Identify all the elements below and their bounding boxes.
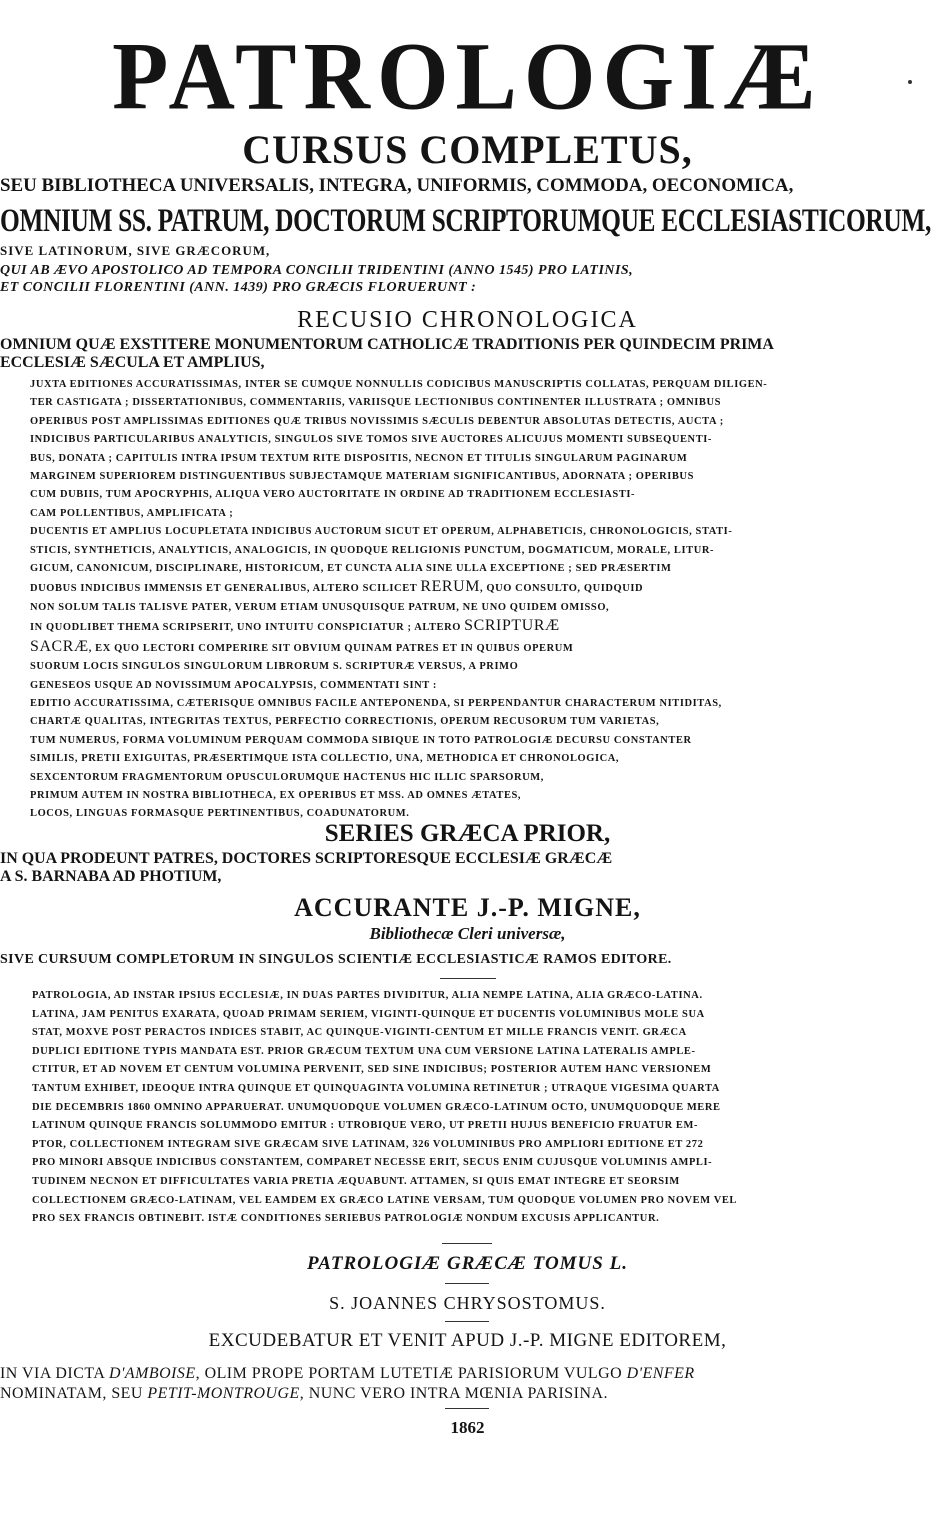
- in-qua-line-2: A S. BARNABA AD PHOTIUM,: [0, 868, 222, 885]
- description-paragraph: [30, 376, 905, 824]
- author-line: S. JOANNES CHRYSOSTOMUS.: [329, 1293, 606, 1313]
- para1-line-rerum: [30, 578, 901, 598]
- omnium-quae-line-2: ECCLESIÆ SÆCULA ET AMPLIUS,: [0, 354, 265, 371]
- para2-line: TUDINEM NECNON ET DIFFICULTATES VARIA PRETIA ÆQUABUNT. ATTAMEN, SI QUIS EMAT INTEGRE ET SEORSIM: [32, 1175, 680, 1187]
- para1-line: STICIS, SYNTHETICIS, ANALYTICIS, ANALOGICIS, IN QUODQUE RELIGIONIS PUNCTUM, DOGMATICUM, MORALE, LITUR-: [30, 544, 715, 556]
- recusio-heading: RECUSIO CHRONOLOGICA: [297, 307, 638, 333]
- para1-line: GICUM, CANONICUM, DISCIPLINARE, HISTORICUM, ET CUNCTA ALIA SINE ULLA EXCEPTIONE ; SED PRÆSERTIM: [30, 563, 672, 575]
- divider: [440, 978, 496, 979]
- para2-line: PATROLOGIA, AD INSTAR IPSIUS ECCLESIÆ, IN DUAS PARTES DIVIDITUR, ALIA NEMPE LATINA, ALIA GRÆCO-LATINA.: [32, 990, 703, 1001]
- in-qua-line-1: IN QUA PRODEUNT PATRES, DOCTORES SCRIPTORESQUE ECCLESIÆ GRÆCÆ: [0, 850, 613, 867]
- para1-line: BUS, DONATA ; CAPITULIS INTRA IPSUM TEXTUM RITE DISPOSITIS, NECNON ET TITULIS SINGULARUM PAGINARUM: [30, 452, 688, 464]
- divider: [445, 1283, 489, 1284]
- scripturae-word: SCRIPTURÆ: [464, 617, 560, 635]
- para2-line: STAT, MOXVE POST PERACTOS INDICES STABIT, AC QUINQUE-VIGINTI-CENTUM ET MILLE FRANCIS VENIT. GRÆCA: [32, 1027, 687, 1039]
- para2-line: PRO MINORI ABSQUE INDICIBUS CONSTANTEM, COMPARET NECESSE ERIT, SECUS ENIM CUJUSQUE VOLUMINIS AMPLI-: [32, 1157, 713, 1169]
- para2-line: LATINA, JAM PENITUS EXARATA, QUOAD PRIMAM SERIEM, VIGINTI-QUINQUE ET DUCENTIS VOLUMINIBUS MOLE SUA: [32, 1008, 705, 1020]
- subtitle: CURSUS COMPLETUS,: [242, 127, 693, 172]
- divider: [445, 1321, 489, 1322]
- address-italic: D'AMBOISE: [108, 1365, 196, 1382]
- address-text: IN VIA DICTA: [0, 1365, 105, 1382]
- para1-line-scripturae: [30, 617, 901, 637]
- para1-line: SIMILIS, PRETII EXIGUITAS, PRÆSERTIMQUE ISTA COLLECTIO, UNA, METHODICA ET CHRONOLOGICA,: [30, 753, 620, 765]
- address-text: NOMINATAM, SEU: [0, 1385, 143, 1402]
- para1-line: EDITIO ACCURATISSIMA, CÆTERISQUE OMNIBUS FACILE ANTEPONENDA, SI PERPENDANTUR CHARACTERUM NITIDITAS,: [30, 697, 722, 709]
- notice-paragraph: [32, 987, 903, 1229]
- para1-line: JUXTA EDITIONES ACCURATISSIMAS, INTER SE CUMQUE NONNULLIS CODICIBUS MANUSCRIPTIS COLLATAS, PERQUAM DILIGEN-: [30, 379, 768, 390]
- para1-line: DUCENTIS ET AMPLIUS LOCUPLETATA INDICIBUS AUCTORUM SICUT ET OPERUM, ALPHABETICIS, CHRONOLOGICIS, STATI-: [30, 526, 733, 538]
- accurante-line: ACCURANTE J.-P. MIGNE,: [294, 893, 641, 922]
- para1-line: CHARTÆ QUALITAS, INTEGRITAS TEXTUS, PERFECTIO CORRECTIONIS, OPERUM RECUSORUM TUM VARIETAS,: [30, 716, 660, 728]
- main-title: PATROLOGIÆ: [112, 22, 823, 130]
- para1-line: PRIMUM AUTEM IN NOSTRA BIBLIOTHECA, EX OPERIBUS ET MSS. AD OMNES ÆTATES,: [30, 789, 522, 801]
- sive-cursuum-line: SIVE CURSUUM COMPLETORUM IN SINGULOS SCIENTIÆ ECCLESIASTICÆ RAMOS EDITORE.: [0, 952, 672, 967]
- para1-text: IN QUODLIBET THEMA SCRIPSERIT, UNO INTUITU CONSPICIATUR ; ALTERO: [30, 622, 461, 634]
- para1-line: NON SOLUM TALIS TALISVE PATER, VERUM ETIAM UNUSQUISQUE PATRUM, NE UNO QUIDEM OMISSO,: [30, 601, 610, 613]
- para2-line: PRO SEX FRANCIS OBTINEBIT. ISTÆ CONDITIONES SERIEBUS PATROLOGIÆ NONDUM EXCUSIS APPLICANTUR.: [32, 1213, 660, 1225]
- excudebatur-line: EXCUDEBATUR ET VENIT APUD J.-P. MIGNE EDITOREM,: [208, 1330, 727, 1351]
- para2-line: DIE DECEMBRIS 1860 OMNINO APPARUERAT. UNUMQUODQUE VOLUMEN GRÆCO-LATINUM OCTO, UNUMQUODQUE MERE: [32, 1101, 721, 1113]
- year: 1862: [450, 1418, 485, 1437]
- para2-line: TANTUM EXHIBET, IDEOQUE INTRA QUINQUE ET QUINQUAGINTA VOLUMINA RETINETUR ; UTRAQUE VIGESIMA QUARTA: [32, 1082, 720, 1094]
- para1-text: , EX QUO LECTORI COMPERIRE SIT OBVIUM QUINAM PATRES ET IN QUIBUS OPERUM: [88, 642, 574, 654]
- address-italic: PETIT-MONTROUGE: [147, 1385, 300, 1402]
- address-lines: [0, 1364, 935, 1404]
- para1-text: , QUO CONSULTO, QUIDQUID: [479, 583, 644, 595]
- para1-line: SUORUM LOCIS SINGULOS SINGULORUM LIBRORUM S. SCRIPTURÆ VERSUS, A PRIMO: [30, 661, 519, 673]
- divider: [445, 1408, 489, 1409]
- omnium-quae-line-1: OMNIUM QUÆ EXSTITERE MONUMENTORUM CATHOLICÆ TRADITIONIS PER QUINDECIM PRIMA: [0, 336, 774, 353]
- sacrae-word: SACRÆ: [30, 637, 89, 655]
- para1-line: CUM DUBIIS, TUM APOCRYPHIS, ALIQUA VERO AUCTORITATE IN ORDINE AD TRADITIONEM ECCLESIASTI-: [30, 489, 636, 501]
- para1-line: LOCOS, LINGUAS FORMASQUE PERTINENTIBUS, COADUNATORUM.: [30, 808, 410, 820]
- address-italic: D'ENFER: [626, 1365, 695, 1382]
- address-line-2: [0, 1384, 931, 1404]
- in-qua-lines: [0, 850, 935, 886]
- divider: [442, 1243, 492, 1244]
- para1-line: CAM POLLENTIBUS, AMPLIFICATA ;: [30, 507, 234, 519]
- para1-line: MARGINEM SUPERIOREM DISTINGUENTIBUS SUBJECTAMQUE MATERIAM SIGNIFICANTIBUS, ADORNATA ; OPERIBUS: [30, 471, 694, 483]
- tomus-line: PATROLOGIÆ GRÆCÆ TOMUS L.: [307, 1253, 628, 1274]
- para2-line: DUPLICI EDITIONE TYPIS MANDATA EST. PRIOR GRÆCUM TEXTUM UNA CUM VERSIONE LATINA LATERALIS AMPLE-: [32, 1045, 696, 1057]
- para2-line: LATINUM QUINQUE FRANCIS SOLUMMODO EMITUR : UTROBIQUE VERO, UT PRETII HUJUS BENEFICIO FRUATUR EM-: [32, 1120, 699, 1132]
- qui-line-2: ET CONCILII FLORENTINI (ANN. 1439) PRO GRÆCIS FLORUERUNT :: [0, 280, 477, 295]
- para1-line: TUM NUMERUS, FORMA VOLUMINUM PERQUAM COMMODA SIBIQUE IN TOTO PATROLOGIÆ DECURSU CONSTANTER: [30, 734, 692, 746]
- bibliothecae-line: Bibliothecæ Cleri universæ,: [369, 924, 566, 943]
- omnium-quae-lines: [0, 336, 935, 372]
- para1-line: INDICIBUS PARTICULARIBUS ANALYTICIS, SINGULOS SIVE TOMOS SIVE AUCTORES ALICUJUS MOMENTI SUBSEQUENTI-: [30, 434, 713, 446]
- speck-mark: [908, 80, 912, 84]
- para2-line: CTITUR, ET AD NOVEM ET CENTUM VOLUMINA PERVENIT, SED SINE INDICIBUS; POSTERIOR AUTEM HANC VERSIONEM: [32, 1064, 712, 1076]
- series-heading: SERIES GRÆCA PRIOR,: [324, 820, 611, 847]
- para1-line: SEXCENTORUM FRAGMENTORUM OPUSCULORUMQUE HACTENUS HIC ILLIC SPARSORUM,: [30, 771, 544, 783]
- para1-line: GENESEOS USQUE AD NOVISSIMUM APOCALYPSIS, COMMENTATI SINT :: [30, 679, 437, 691]
- para1-line-sacrae: [30, 638, 901, 658]
- omnium-line: OMNIUM SS. PATRUM, DOCTORUM SCRIPTORUMQUE ECCLESIASTICORUM,: [0, 203, 931, 239]
- address-line-1: [0, 1364, 931, 1384]
- para1-line: OPERIBUS POST AMPLISSIMAS EDITIONES QUÆ TRIBUS NOVISSIMIS SÆCULIS DEBENTUR ABSOLUTAS DETECTIS, AUCTA ;: [30, 415, 724, 427]
- rerum-word: RERUM: [420, 578, 480, 596]
- para2-line: COLLECTIONEM GRÆCO-LATINAM, VEL EAMDEM EX GRÆCO LATINE VERSAM, TUM QUODQUE VOLUMEN PRO NOVEM VEL: [32, 1194, 738, 1206]
- qui-lines: [0, 262, 935, 296]
- qui-line-1: QUI AB ÆVO APOSTOLICO AD TEMPORA CONCILII TRIDENTINI (ANNO 1545) PRO LATINIS,: [0, 263, 634, 278]
- address-text: , NUNC VERO INTRA MŒNIA PARISINA.: [299, 1385, 608, 1402]
- address-text: , OLIM PROPE PORTAM LUTETIÆ PARISIORUM VULGO: [195, 1365, 623, 1382]
- para1-text: DUOBUS INDICIBUS IMMENSIS ET GENERALIBUS, ALTERO SCILICET: [30, 583, 418, 595]
- para1-line: TER CASTIGATA ; DISSERTATIONIBUS, COMMENTARIIS, VARIISQUE LECTIONIBUS CONTINENTER ILLUSTRATA ; OMNIBUS: [30, 397, 722, 409]
- para2-line: PTOR, COLLECTIONEM INTEGRAM SIVE GRÆCAM SIVE LATINAM, 326 VOLUMINIBUS PRO AMPLIORI EDITIONE ET 272: [32, 1138, 704, 1150]
- seu-line: SEU BIBLIOTHECA UNIVERSALIS, INTEGRA, UNIFORMIS, COMMODA, OECONOMICA,: [0, 175, 794, 196]
- sive-line: SIVE LATINORUM, SIVE GRÆCORUM,: [0, 243, 271, 258]
